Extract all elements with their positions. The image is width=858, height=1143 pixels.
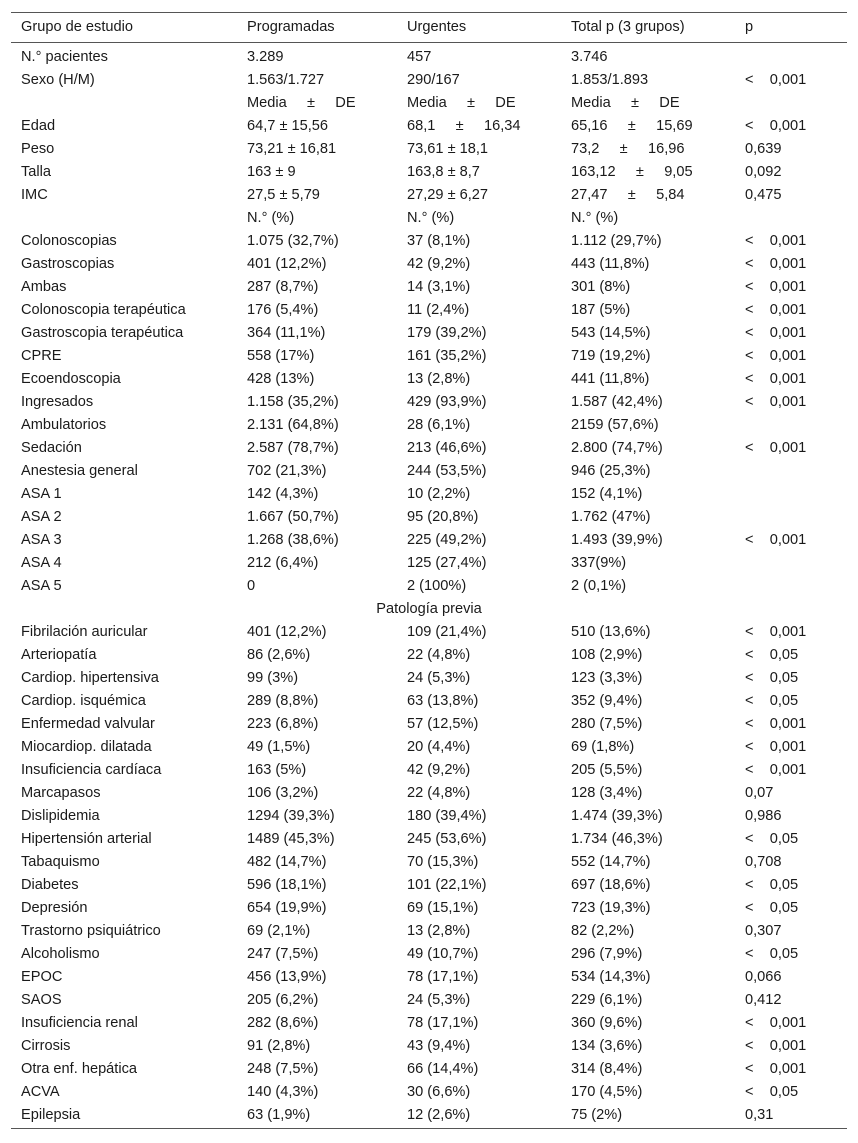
table-row xyxy=(11,1035,847,1058)
table-cell: 73,21 ± 16,81 xyxy=(247,141,337,157)
table-cell: 0 xyxy=(247,578,256,594)
table-cell: Sexo (H/M) xyxy=(21,72,95,88)
table-cell: Alcoholismo xyxy=(21,946,100,962)
table-cell: < 0,05 xyxy=(745,877,799,893)
table-cell: 24 (5,3%) xyxy=(407,670,471,686)
table-cell: Edad xyxy=(21,118,56,134)
table-cell: 543 (14,5%) xyxy=(571,325,651,341)
table-row xyxy=(11,552,847,575)
table-cell: 101 (22,1%) xyxy=(407,877,487,893)
table-cell: Trastorno psiquiátrico xyxy=(21,923,161,939)
table-cell: 702 (21,3%) xyxy=(247,463,327,479)
table-cell: 180 (39,4%) xyxy=(407,808,487,824)
table-cell: 163,12 ± 9,05 xyxy=(571,164,693,180)
table-cell: Peso xyxy=(21,141,55,157)
table-cell: 428 (13%) xyxy=(247,371,315,387)
table-cell: 73,2 ± 16,96 xyxy=(571,141,685,157)
table-row xyxy=(11,828,847,851)
table-cell: Ambas xyxy=(21,279,67,295)
table-cell: Epilepsia xyxy=(11,1104,237,1129)
table-cell: 2159 (57,6%) xyxy=(571,417,659,433)
table-cell: 10 (2,2%) xyxy=(407,486,471,502)
table-cell: 28 (6,1%) xyxy=(407,417,471,433)
table-cell: 27,29 ± 6,27 xyxy=(407,187,489,203)
table-cell: 43 (9,4%) xyxy=(407,1038,471,1054)
table-cell: 360 (9,6%) xyxy=(571,1015,643,1031)
table-cell: 22 (4,8%) xyxy=(407,647,471,663)
table-row xyxy=(11,690,847,713)
table-cell: 20 (4,4%) xyxy=(407,739,471,755)
table-row xyxy=(11,391,847,414)
table-cell: < 0,05 xyxy=(745,900,799,916)
table-row xyxy=(11,368,847,391)
table-cell: Cardiop. isquémica xyxy=(21,693,146,709)
table-cell: 2 (100%) xyxy=(407,578,467,594)
table-cell: 456 (13,9%) xyxy=(247,969,327,985)
table-cell: 91 (2,8%) xyxy=(247,1038,311,1054)
table-row xyxy=(11,874,847,897)
table-cell: < 0,001 xyxy=(745,739,807,755)
table-cell: 176 (5,4%) xyxy=(247,302,319,318)
header-total: Total p (3 grupos) xyxy=(561,13,735,43)
table-cell: 229 (6,1%) xyxy=(571,992,643,1008)
table-cell: 364 (11,1%) xyxy=(247,325,326,341)
table-cell: 1.853/1.893 xyxy=(571,72,649,88)
table-row xyxy=(11,759,847,782)
table-cell xyxy=(735,414,847,437)
table-cell: 13 (2,8%) xyxy=(407,371,471,387)
table-row xyxy=(11,299,847,322)
table-cell: 247 (7,5%) xyxy=(247,946,319,962)
table-cell: < 0,05 xyxy=(745,647,799,663)
table-cell: 296 (7,9%) xyxy=(571,946,643,962)
table-cell xyxy=(735,92,847,115)
table-row xyxy=(11,69,847,92)
table-cell: 63 (13,8%) xyxy=(407,693,479,709)
table-cell: < 0,05 xyxy=(745,1084,799,1100)
table-cell: < 0,001 xyxy=(745,233,807,249)
table-cell xyxy=(735,506,847,529)
table-cell: 78 (17,1%) xyxy=(407,1015,479,1031)
table-cell: Insuficiencia renal xyxy=(21,1015,138,1031)
table-cell: SAOS xyxy=(21,992,62,1008)
table-cell: ASA 5 xyxy=(21,578,62,594)
table-cell: < 0,05 xyxy=(745,670,799,686)
section-heading: Patología previa xyxy=(376,601,482,617)
table-row xyxy=(11,322,847,345)
table-cell: 86 (2,6%) xyxy=(247,647,311,663)
study-table xyxy=(11,12,847,1129)
table-cell: 0,639 xyxy=(745,141,782,157)
table-cell: 106 (3,2%) xyxy=(247,785,319,801)
table-cell: 134 (3,6%) xyxy=(571,1038,643,1054)
table-cell: 66 (14,4%) xyxy=(407,1061,479,1077)
table-cell: 42 (9,2%) xyxy=(407,256,471,272)
table-cell: < 0,05 xyxy=(745,693,799,709)
table-cell: 596 (18,1%) xyxy=(247,877,327,893)
table-cell: ASA 1 xyxy=(21,486,62,502)
table-cell: 70 (15,3%) xyxy=(407,854,479,870)
table-cell: 1.474 (39,3%) xyxy=(571,808,663,824)
table-cell: 223 (6,8%) xyxy=(247,716,319,732)
table-row xyxy=(11,161,847,184)
table-cell: 187 (5%) xyxy=(571,302,631,318)
table-cell: 1294 (39,3%) xyxy=(247,808,335,824)
table-cell: Colonoscopias xyxy=(21,233,117,249)
table-cell: 314 (8,4%) xyxy=(571,1061,643,1077)
table-cell: 212 (6,4%) xyxy=(247,555,319,571)
table-cell: < 0,001 xyxy=(745,532,807,548)
table-cell: 2.800 (74,7%) xyxy=(571,440,663,456)
table-cell: 697 (18,6%) xyxy=(571,877,651,893)
header-row xyxy=(11,13,847,43)
table-cell: 441 (11,8%) xyxy=(571,371,650,387)
table-row xyxy=(11,138,847,161)
table-cell: Enfermedad valvular xyxy=(21,716,155,732)
header-urgent: Urgentes xyxy=(397,13,561,43)
table-cell: 0,475 xyxy=(745,187,782,203)
table-row xyxy=(11,529,847,552)
table-cell: CPRE xyxy=(21,348,62,364)
table-cell: 0,31 xyxy=(735,1104,847,1129)
table-cell: 2.587 (78,7%) xyxy=(247,440,339,456)
table-cell: 429 (93,9%) xyxy=(407,394,487,410)
table-cell: 280 (7,5%) xyxy=(571,716,643,732)
table-cell: < 0,001 xyxy=(745,256,807,272)
section-row xyxy=(11,598,847,621)
table-cell: Anestesia general xyxy=(21,463,138,479)
table-cell: 179 (39,2%) xyxy=(407,325,487,341)
table-cell xyxy=(735,460,847,483)
table-cell: 0,708 xyxy=(745,854,782,870)
table-cell: 108 (2,9%) xyxy=(571,647,643,663)
table-row xyxy=(11,253,847,276)
table-row xyxy=(11,575,847,598)
table-row xyxy=(11,207,847,230)
table-cell: 205 (5,5%) xyxy=(571,762,643,778)
table-cell: Miocardiop. dilatada xyxy=(21,739,152,755)
table-cell: Media ± DE xyxy=(247,95,356,111)
table-row xyxy=(11,1104,847,1129)
table-cell: 64,7 ± 15,56 xyxy=(247,118,329,134)
table-row xyxy=(11,92,847,115)
table-cell: 65,16 ± 15,69 xyxy=(571,118,693,134)
table-cell: 282 (8,6%) xyxy=(247,1015,319,1031)
table-cell: 163 ± 9 xyxy=(247,164,296,180)
table-cell: Media ± DE xyxy=(407,95,516,111)
table-cell: < 0,001 xyxy=(745,302,807,318)
table-cell: Marcapasos xyxy=(21,785,101,801)
table-cell: 1.762 (47%) xyxy=(571,509,651,525)
table-cell xyxy=(11,207,237,230)
table-cell: 63 (1,9%) xyxy=(237,1104,397,1129)
table-cell: 482 (14,7%) xyxy=(247,854,327,870)
table-cell xyxy=(735,43,847,70)
table-row xyxy=(11,1058,847,1081)
table-cell: 0,412 xyxy=(745,992,782,1008)
table-cell: 2.131 (64,8%) xyxy=(247,417,339,433)
table-cell: Dislipidemia xyxy=(21,808,100,824)
table-cell: Hipertensión arterial xyxy=(21,831,152,847)
table-cell: 1.587 (42,4%) xyxy=(571,394,663,410)
table-cell: 2 (0,1%) xyxy=(571,578,627,594)
table-cell: 337(9%) xyxy=(571,555,627,571)
table-row xyxy=(11,276,847,299)
table-row xyxy=(11,851,847,874)
table-cell: < 0,001 xyxy=(745,279,807,295)
table-cell: 1489 (45,3%) xyxy=(247,831,335,847)
table-cell: N.° (%) xyxy=(571,210,619,226)
table-cell: 213 (46,6%) xyxy=(407,440,487,456)
table-row xyxy=(11,920,847,943)
table-cell: N.° pacientes xyxy=(21,49,108,65)
table-row xyxy=(11,736,847,759)
table-cell: < 0,001 xyxy=(745,762,807,778)
table-cell: N.° (%) xyxy=(247,210,295,226)
table-cell: IMC xyxy=(21,187,48,203)
table-row xyxy=(11,1081,847,1104)
table-cell: 1.734 (46,3%) xyxy=(571,831,663,847)
table-cell xyxy=(735,552,847,575)
table-cell: 142 (4,3%) xyxy=(247,486,319,502)
table-cell: 123 (3,3%) xyxy=(571,670,643,686)
table-row xyxy=(11,966,847,989)
table-cell: Otra enf. hepática xyxy=(21,1061,138,1077)
table-cell: 248 (7,5%) xyxy=(247,1061,319,1077)
table-cell: ASA 4 xyxy=(21,555,62,571)
table-cell: Gastroscopia terapéutica xyxy=(21,325,184,341)
table-cell: 37 (8,1%) xyxy=(407,233,471,249)
table-cell: 68,1 ± 16,34 xyxy=(407,118,521,134)
table-cell: Talla xyxy=(21,164,52,180)
table-cell: Cirrosis xyxy=(21,1038,71,1054)
table-cell: < 0,001 xyxy=(745,1015,807,1031)
table-cell: ACVA xyxy=(21,1084,60,1100)
table-cell: 0,307 xyxy=(745,923,782,939)
table-cell: 170 (4,5%) xyxy=(571,1084,643,1100)
table-row xyxy=(11,644,847,667)
table-cell: ASA 3 xyxy=(21,532,62,548)
table-row xyxy=(11,345,847,368)
table-cell: Diabetes xyxy=(21,877,79,893)
table-row xyxy=(11,1012,847,1035)
table-cell: 128 (3,4%) xyxy=(571,785,643,801)
table-body xyxy=(11,43,847,1129)
table-cell: 510 (13,6%) xyxy=(571,624,651,640)
table-cell: Insuficiencia cardíaca xyxy=(21,762,162,778)
table-cell: 205 (6,2%) xyxy=(247,992,319,1008)
table-cell: 1.158 (35,2%) xyxy=(247,394,339,410)
table-cell: 69 (15,1%) xyxy=(407,900,479,916)
table-cell: < 0,001 xyxy=(745,72,807,88)
table-cell: 558 (17%) xyxy=(247,348,315,364)
table-row xyxy=(11,713,847,736)
table-cell: 57 (12,5%) xyxy=(407,716,479,732)
table-row xyxy=(11,667,847,690)
table-cell: Sedación xyxy=(21,440,82,456)
table-cell: Cardiop. hipertensiva xyxy=(21,670,159,686)
table-cell: 245 (53,6%) xyxy=(407,831,487,847)
table-cell: < 0,001 xyxy=(745,325,807,341)
table-cell: 109 (21,4%) xyxy=(407,624,487,640)
table-cell: Colonoscopia terapéutica xyxy=(21,302,186,318)
table-cell: Arteriopatía xyxy=(21,647,97,663)
table-cell: Fibrilación auricular xyxy=(21,624,148,640)
table-cell: 3.289 xyxy=(247,49,284,65)
table-cell: 30 (6,6%) xyxy=(407,1084,471,1100)
table-cell: 401 (12,2%) xyxy=(247,624,327,640)
table-cell: 0,066 xyxy=(745,969,782,985)
table-cell: 1.493 (39,9%) xyxy=(571,532,663,548)
table-row xyxy=(11,506,847,529)
table-row xyxy=(11,989,847,1012)
table-cell: < 0,001 xyxy=(745,716,807,732)
table-cell: 443 (11,8%) xyxy=(571,256,650,272)
table-cell: 73,61 ± 18,1 xyxy=(407,141,489,157)
table-cell: 1.268 (38,6%) xyxy=(247,532,339,548)
table-cell: < 0,001 xyxy=(745,1038,807,1054)
table-row xyxy=(11,184,847,207)
table-cell: Depresión xyxy=(21,900,88,916)
table-cell: ASA 2 xyxy=(21,509,62,525)
table-cell: 1.075 (32,7%) xyxy=(247,233,339,249)
table-cell: < 0,001 xyxy=(745,1061,807,1077)
header-scheduled: Programadas xyxy=(237,13,397,43)
table-cell: 534 (14,3%) xyxy=(571,969,651,985)
table-cell: 552 (14,7%) xyxy=(571,854,651,870)
table-cell: 42 (9,2%) xyxy=(407,762,471,778)
table-cell: < 0,05 xyxy=(745,946,799,962)
table-cell: 244 (53,5%) xyxy=(407,463,487,479)
table-cell: 69 (1,8%) xyxy=(571,739,635,755)
table-cell: 287 (8,7%) xyxy=(247,279,319,295)
table-row xyxy=(11,943,847,966)
header-p: p xyxy=(735,13,847,43)
table-cell: 723 (19,3%) xyxy=(571,900,651,916)
table-cell: 457 xyxy=(407,49,432,65)
table-cell: 1.112 (29,7%) xyxy=(571,233,662,249)
table-cell: 75 (2%) xyxy=(561,1104,735,1129)
table-cell: 0,986 xyxy=(745,808,782,824)
table-cell: 49 (1,5%) xyxy=(247,739,311,755)
table-cell: 125 (27,4%) xyxy=(407,555,487,571)
table-row xyxy=(11,437,847,460)
table-cell: 14 (3,1%) xyxy=(407,279,471,295)
table-cell: 22 (4,8%) xyxy=(407,785,471,801)
table-cell: 1.667 (50,7%) xyxy=(247,509,339,525)
table-cell: Ecoendoscopia xyxy=(21,371,121,387)
table-cell xyxy=(735,483,847,506)
table-cell: 152 (4,1%) xyxy=(571,486,643,502)
table-cell: 69 (2,1%) xyxy=(247,923,311,939)
table-cell: 0,07 xyxy=(745,785,774,801)
table-cell: Ingresados xyxy=(21,394,94,410)
table-cell: 13 (2,8%) xyxy=(407,923,471,939)
table-cell xyxy=(735,207,847,230)
table-cell: 82 (2,2%) xyxy=(571,923,635,939)
table-row xyxy=(11,897,847,920)
table-row xyxy=(11,805,847,828)
table-cell: < 0,001 xyxy=(745,348,807,364)
table-cell: Tabaquismo xyxy=(21,854,100,870)
table-cell: 289 (8,8%) xyxy=(247,693,319,709)
table-cell: 163 (5%) xyxy=(247,762,307,778)
table-cell: 225 (49,2%) xyxy=(407,532,487,548)
table-row xyxy=(11,460,847,483)
table-cell: 3.746 xyxy=(571,49,608,65)
table-cell: 1.563/1.727 xyxy=(247,72,325,88)
table-cell: 99 (3%) xyxy=(247,670,299,686)
table-cell: 78 (17,1%) xyxy=(407,969,479,985)
table-cell: < 0,001 xyxy=(745,624,807,640)
table-cell xyxy=(11,92,237,115)
table-row xyxy=(11,115,847,138)
table-cell: 95 (20,8%) xyxy=(407,509,479,525)
table-row xyxy=(11,230,847,253)
table-cell: 140 (4,3%) xyxy=(247,1084,319,1100)
table-cell: 352 (9,4%) xyxy=(571,693,643,709)
table-cell: < 0,05 xyxy=(745,831,799,847)
table-cell: 163,8 ± 8,7 xyxy=(407,164,480,180)
table-cell: Gastroscopias xyxy=(21,256,115,272)
table-cell: 0,092 xyxy=(745,164,782,180)
table-cell: 290/167 xyxy=(407,72,460,88)
table-cell: N.° (%) xyxy=(407,210,455,226)
table-cell: 11 (2,4%) xyxy=(407,302,470,318)
table-cell: 49 (10,7%) xyxy=(407,946,479,962)
table-cell: 946 (25,3%) xyxy=(571,463,651,479)
table-cell: 12 (2,6%) xyxy=(397,1104,561,1129)
table-cell: < 0,001 xyxy=(745,440,807,456)
table-cell: 301 (8%) xyxy=(571,279,631,295)
table-cell: Media ± DE xyxy=(571,95,680,111)
table-cell: EPOC xyxy=(21,969,63,985)
table-cell: 24 (5,3%) xyxy=(407,992,471,1008)
table-cell: 654 (19,9%) xyxy=(247,900,327,916)
table-header xyxy=(11,13,847,43)
header-study-group: Grupo de estudio xyxy=(11,13,237,43)
table-row xyxy=(11,43,847,70)
table-row xyxy=(11,621,847,644)
table-cell: < 0,001 xyxy=(745,371,807,387)
table-cell: < 0,001 xyxy=(745,118,807,134)
table-cell: 401 (12,2%) xyxy=(247,256,327,272)
table-cell: 27,47 ± 5,84 xyxy=(571,187,685,203)
table-row xyxy=(11,483,847,506)
table-row xyxy=(11,414,847,437)
table-row xyxy=(11,782,847,805)
table-cell xyxy=(735,575,847,598)
table-cell: 161 (35,2%) xyxy=(407,348,487,364)
table-cell: Ambulatorios xyxy=(21,417,107,433)
table-cell: < 0,001 xyxy=(745,394,807,410)
table-cell: 719 (19,2%) xyxy=(571,348,651,364)
table-cell: 27,5 ± 5,79 xyxy=(247,187,320,203)
